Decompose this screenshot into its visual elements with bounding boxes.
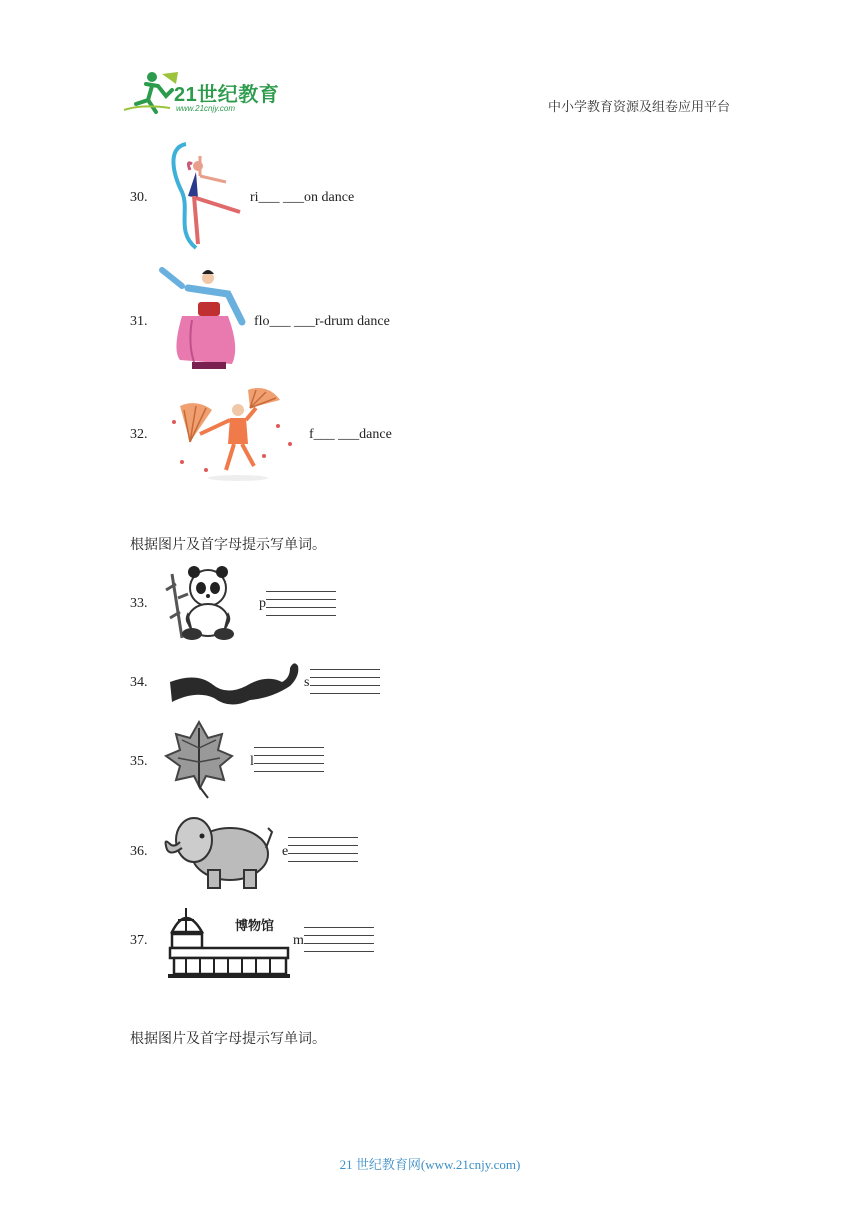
fan-dancer-icon (160, 386, 306, 484)
answer-lines[interactable] (254, 740, 324, 772)
answer-lines[interactable] (266, 584, 336, 616)
letter-hint: m (293, 933, 304, 948)
letter-hint: s (304, 675, 310, 690)
question-number: 31. (130, 314, 148, 329)
letter-hint: p (259, 596, 266, 611)
header-platform-text: 中小学教育资源及组卷应用平台 (548, 99, 731, 114)
museum-icon (166, 900, 290, 980)
question-number: 33. (130, 596, 148, 611)
museum-sign: 博物馆 (235, 919, 275, 934)
answer-lines[interactable] (304, 920, 374, 952)
snake-icon (166, 656, 302, 714)
answer-lines[interactable] (310, 662, 380, 694)
ribbon-dancer-icon (156, 136, 248, 256)
runner-logo-icon (122, 68, 182, 116)
section-title: 根据图片及首字母提示写单词。 (130, 1032, 326, 1047)
question-text: f___ ___dance (309, 427, 392, 442)
page-footer: 21 世纪教育网(www.21cnjy.com) (339, 1157, 521, 1172)
panda-icon (162, 564, 238, 642)
question-number: 37. (130, 933, 148, 948)
leaf-icon (162, 718, 236, 800)
question-text: ri___ ___on dance (250, 190, 355, 205)
question-text: flo___ ___r-drum dance (254, 314, 390, 329)
question-number: 32. (130, 427, 148, 442)
answer-lines[interactable] (288, 830, 358, 862)
question-number: 35. (130, 754, 148, 769)
logo-text: 21世纪教育 (174, 84, 280, 106)
flower-drum-dancer-icon (158, 264, 250, 374)
letter-hint: e (282, 844, 289, 859)
question-number: 36. (130, 844, 148, 859)
elephant-icon (160, 808, 276, 892)
letter-hint: l (250, 754, 254, 769)
section-title: 根据图片及首字母提示写单词。 (130, 538, 326, 553)
question-number: 34. (130, 675, 148, 690)
logo-url: www.21cnjy.com (176, 104, 235, 113)
question-number: 30. (130, 190, 148, 205)
